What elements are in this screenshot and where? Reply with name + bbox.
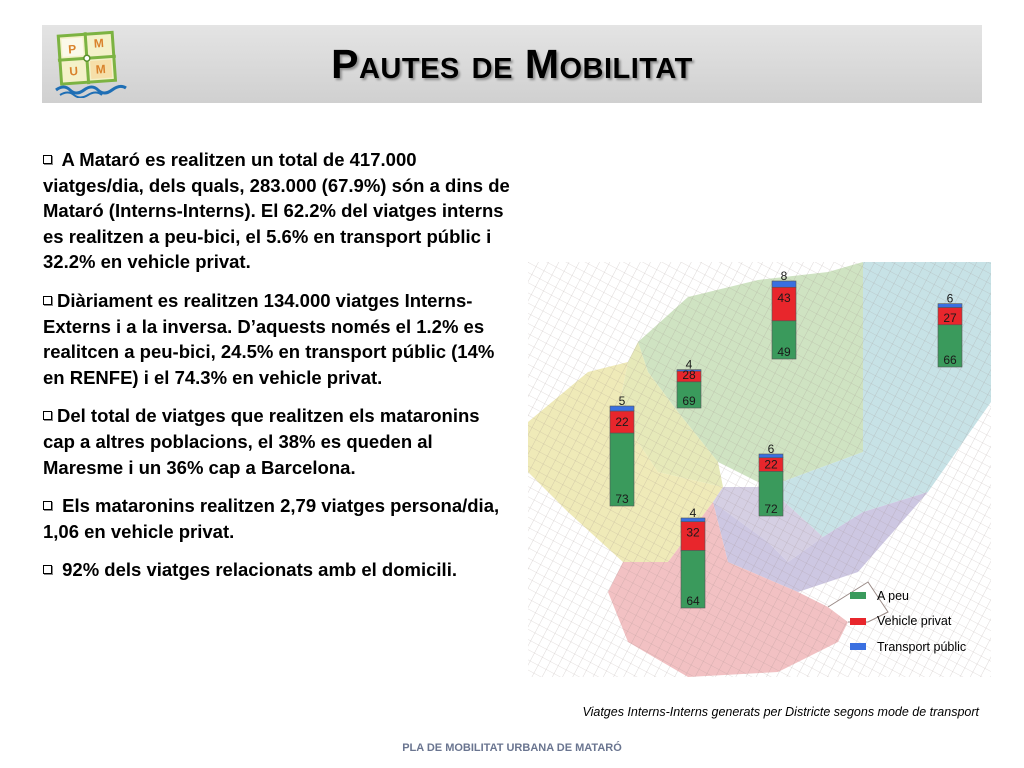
bullet-text-4: Els mataronins realitzen 2,79 viatges persona/dia, 1,06 en vehicle privat.: [43, 495, 500, 542]
bullet-text-3: Del total de viatges que realitzen els mataronins cap a altres poblacions, el 38% es queden al Maresme i un 36% cap a Barcelona.: [43, 405, 480, 478]
bullet-item-4: [43, 493, 513, 544]
bullet-text-1: A Mataró es realitzen un total de 417.000 viatges/dia, dels quals, 283.000 (67.9%) són a dins de Mataró (Interns-Interns). El 62.2% del viatges interns es realitzen a peu-bici, el 5.6% en transport públic i 32.2% en vehicle privat.: [43, 149, 510, 273]
footer-text: PLA DE MOBILITAT URBANA DE MATARÓ: [402, 742, 622, 754]
bar-label-vehicle: 22: [764, 457, 778, 472]
bullet-square-icon: [43, 501, 52, 510]
bullet-square-icon: [43, 155, 52, 164]
bar-label-apeu: 64: [686, 594, 700, 608]
bar-label-apeu: 49: [777, 345, 791, 359]
bar-label-transport: 6: [767, 442, 775, 456]
bar-label-apeu: 73: [615, 492, 629, 506]
bullet-item-3: [43, 403, 513, 480]
legend-label-transport: Transport públic: [877, 639, 967, 654]
bullet-item-5: [43, 557, 513, 583]
map-legend: [850, 583, 966, 660]
legend-swatch-transport: [850, 643, 866, 650]
legend-item-transport: [850, 634, 966, 660]
bullet-text-5: 92% dels viatges relacionats amb el domicili.: [62, 559, 457, 581]
bullet-text-2: Diàriament es realitzen 134.000 viatges Interns-Externs i a la inversa. D’aquests només el 1.2% es realitcen a peu-bici, 24.5% en transport públic (14% en RENFE) i el 74.3% en vehicle privat.: [43, 289, 495, 388]
logo-letter-u: U: [68, 63, 79, 79]
bar-label-vehicle: 22: [615, 415, 629, 429]
district-bar-1: [772, 269, 796, 359]
legend-label-apeu: A peu: [877, 588, 909, 603]
bullet-square-icon: [43, 296, 52, 305]
legend-swatch-vehicle: [850, 618, 866, 625]
bar-label-vehicle: 32: [686, 525, 700, 540]
bar-label-transport: 4: [685, 357, 693, 372]
bar-label-apeu: 66: [943, 353, 957, 367]
logo-letter-p: P: [67, 41, 77, 57]
bullet-item-1: [43, 147, 513, 275]
bullet-item-2: [43, 288, 513, 390]
bar-label-transport: 4: [689, 506, 697, 520]
district-bar-6: [681, 506, 705, 608]
legend-label-vehicle: Vehicle privat: [877, 614, 952, 629]
bar-label-transport: 8: [780, 269, 788, 283]
bar-label-apeu: 72: [764, 502, 778, 516]
bullet-square-icon: [43, 565, 52, 574]
map-caption: Viatges Interns-Interns generats per Districte segons mode de transport: [582, 705, 979, 719]
logo-letter-m2: M: [95, 61, 107, 77]
legend-item-apeu: [850, 583, 966, 609]
district-bar-4: [610, 394, 634, 506]
bullet-square-icon: [43, 411, 52, 420]
bullet-list: [43, 147, 513, 596]
bar-label-vehicle: 28: [682, 367, 696, 382]
logo-letter-m1: M: [93, 36, 105, 51]
bar-label-transport: 5: [618, 394, 626, 408]
legend-swatch-apeu: [850, 592, 866, 599]
bar-label-vehicle: 27: [943, 310, 957, 325]
legend-item-vehicle: [850, 609, 966, 635]
bar-label-transport: 6: [946, 291, 954, 306]
bar-label-apeu: 69: [682, 394, 696, 408]
bar-label-vehicle: 43: [777, 291, 791, 306]
header-bar: [42, 25, 982, 103]
page-title: Pautes de Mobilitat: [331, 41, 693, 87]
